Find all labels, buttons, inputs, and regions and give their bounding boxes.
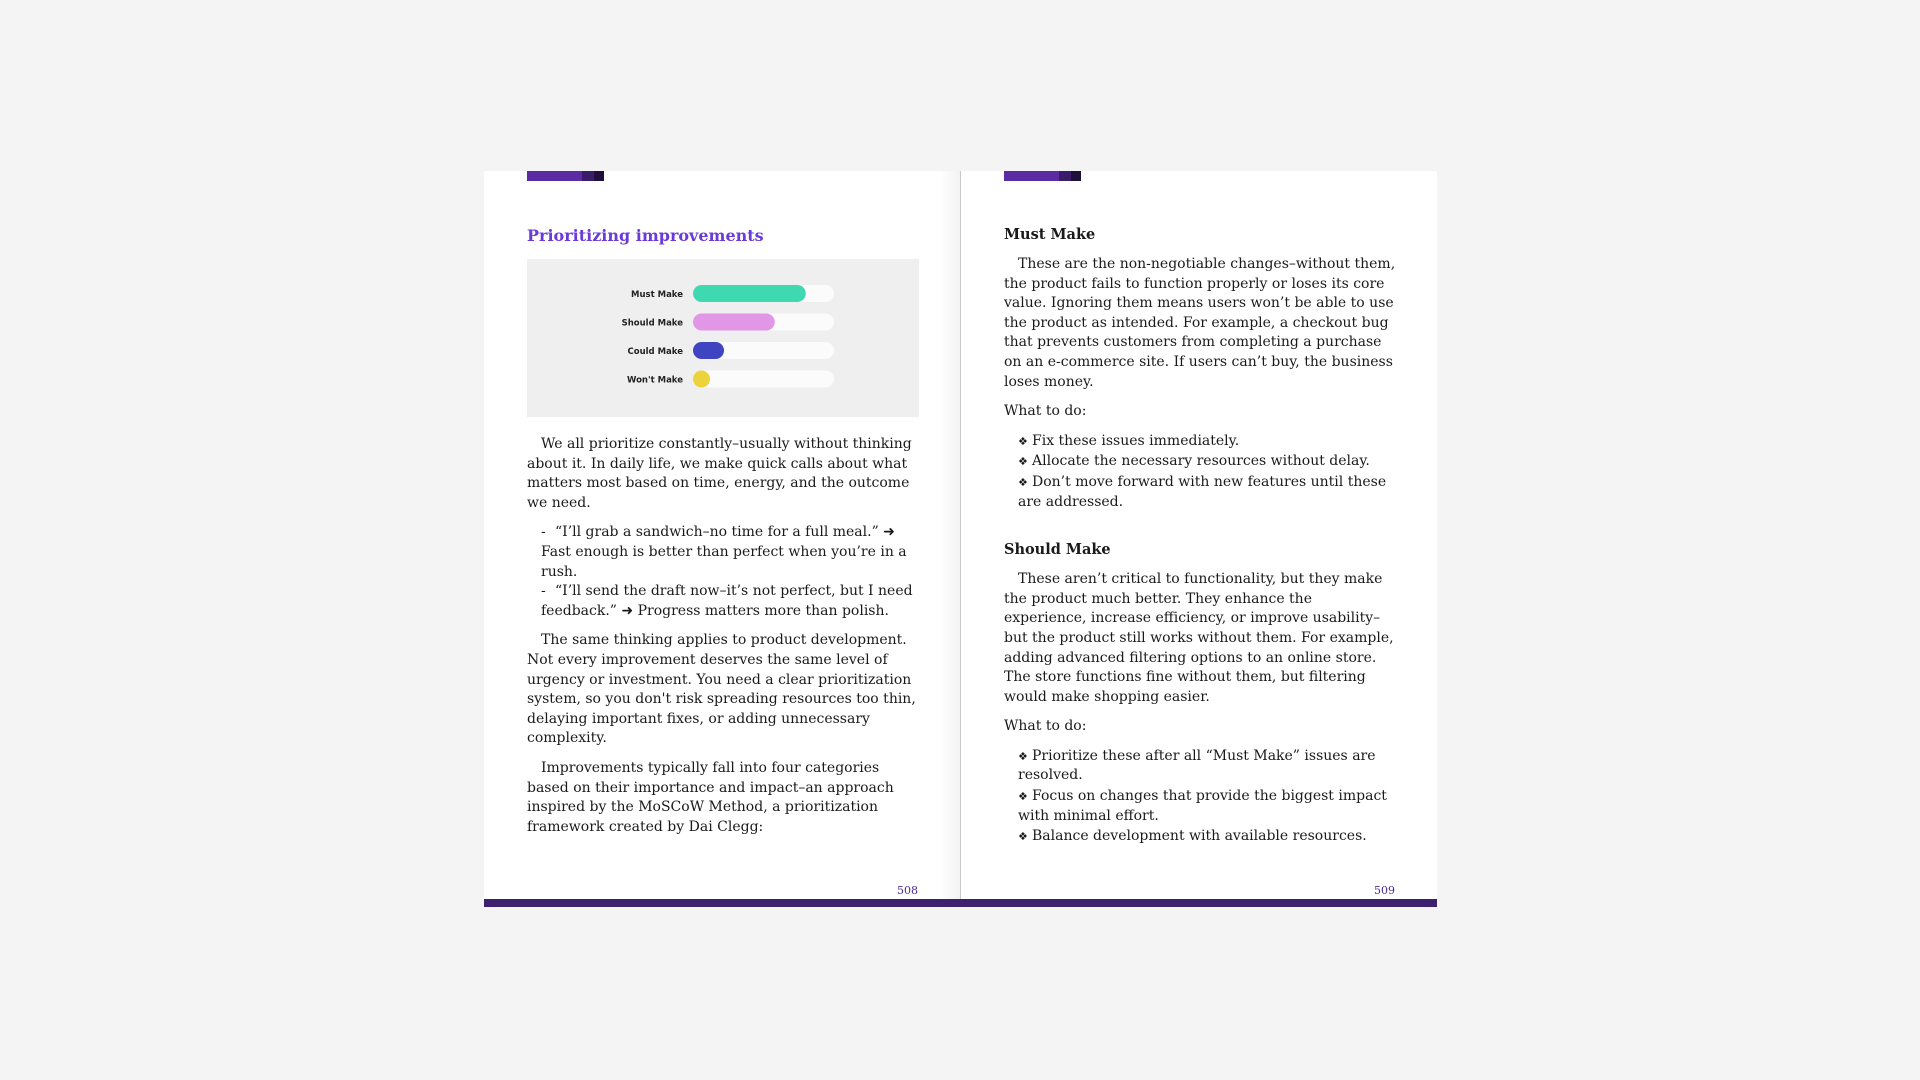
book-spread [484, 171, 1437, 907]
bar-track [693, 371, 834, 388]
should-make-heading: Should Make [1004, 541, 1111, 559]
bar-fill [693, 285, 806, 302]
page-number: 509 [1374, 884, 1395, 897]
paragraph: The same thinking applies to product development. Not every improvement deserves the same level of urgency or investment. You need a clear prioritization system, so you don't risk spreading resources too thin, delaying important fixes, or adding unnecessary complexity. [527, 632, 916, 747]
diamond-bullet-icon: ❖ [1018, 455, 1028, 469]
bar-label: Won't Make [627, 375, 683, 386]
moscow-bar-chart [527, 259, 919, 417]
list-item: - “I’ll send the draft now–it’s not perfect, but I need feedback.” ➜ Progress matters more than polish. [541, 583, 913, 619]
chart-canvas [527, 259, 919, 417]
list-item: ❖ Focus on changes that provide the biggest impact with minimal effort. [1018, 788, 1387, 824]
paragraph: These aren’t critical to functionality, but they make the product much better. They enhance the experience, increase efficiency, or improve usability–but the product still works without them. For example, adding advanced filtering options to an online store. The store functions fine without them, but filtering would make shopping easier. [1004, 571, 1394, 705]
list-item: ❖ Prioritize these after all “Must Make” issues are resolved. [1018, 747, 1376, 784]
chapter-tab-mark [1004, 171, 1081, 181]
section-heading: Prioritizing improvements [527, 226, 764, 245]
what-to-do-label: What to do: [1004, 718, 1087, 735]
left-page [484, 171, 960, 899]
paragraph: Improvements typically fall into four categories based on their importance and impact–an approach inspired by the MoSCoW Method, a prioritization framework created by Dai Clegg: [527, 759, 894, 835]
diamond-bullet-icon: ❖ [1018, 830, 1028, 844]
bottom-band [484, 899, 1437, 907]
bar-fill [693, 371, 710, 388]
diamond-bullet-icon: ❖ [1018, 475, 1028, 489]
bar-label: Could Make [627, 347, 683, 357]
must-make-actions [1018, 432, 1396, 512]
diamond-bullet-icon: ❖ [1018, 434, 1028, 448]
bar-fill [693, 314, 775, 331]
right-page-content [1004, 225, 1396, 857]
right-page [961, 171, 1437, 899]
bar-fill [693, 342, 724, 359]
left-page-content [527, 225, 919, 847]
paragraph: We all prioritize constantly–usually without thinking about it. In daily life, we make quick calls about what matters most based on time, energy, and the outcome we need. [527, 436, 912, 511]
diamond-bullet-icon: ❖ [1018, 790, 1028, 804]
chapter-tab-mark [527, 171, 604, 181]
page-number: 508 [897, 884, 918, 897]
paragraph: These are the non-negotiable changes–without them, the product fails to function properly or loses its core value. Ignoring them means users won’t be able to use the product as intended. For example, a checkout bug that prevents customers from completing a purchase on an e-commerce site. If users can’t buy, the business loses money. [1004, 256, 1396, 390]
what-to-do-label: What to do: [1004, 403, 1087, 420]
bar-label: Must Make [631, 290, 683, 300]
should-make-actions [1018, 747, 1396, 847]
list-item: - “I’ll grab a sandwich–no time for a full meal.” ➜ Fast enough is better than perfect when you’re in a rush. [541, 524, 907, 580]
diamond-bullet-icon: ❖ [1018, 749, 1028, 763]
list-item: ❖ Allocate the necessary resources without delay. [1018, 452, 1396, 472]
list-item: ❖ Fix these issues immediately. [1018, 432, 1396, 452]
list-item: ❖ Balance development with available resources. [1018, 827, 1396, 847]
bar-label: Should Make [621, 318, 683, 329]
list-item: ❖ Don’t move forward with new features until these are addressed. [1018, 473, 1387, 510]
must-make-heading: Must Make [1004, 226, 1096, 243]
example-list [541, 523, 919, 621]
